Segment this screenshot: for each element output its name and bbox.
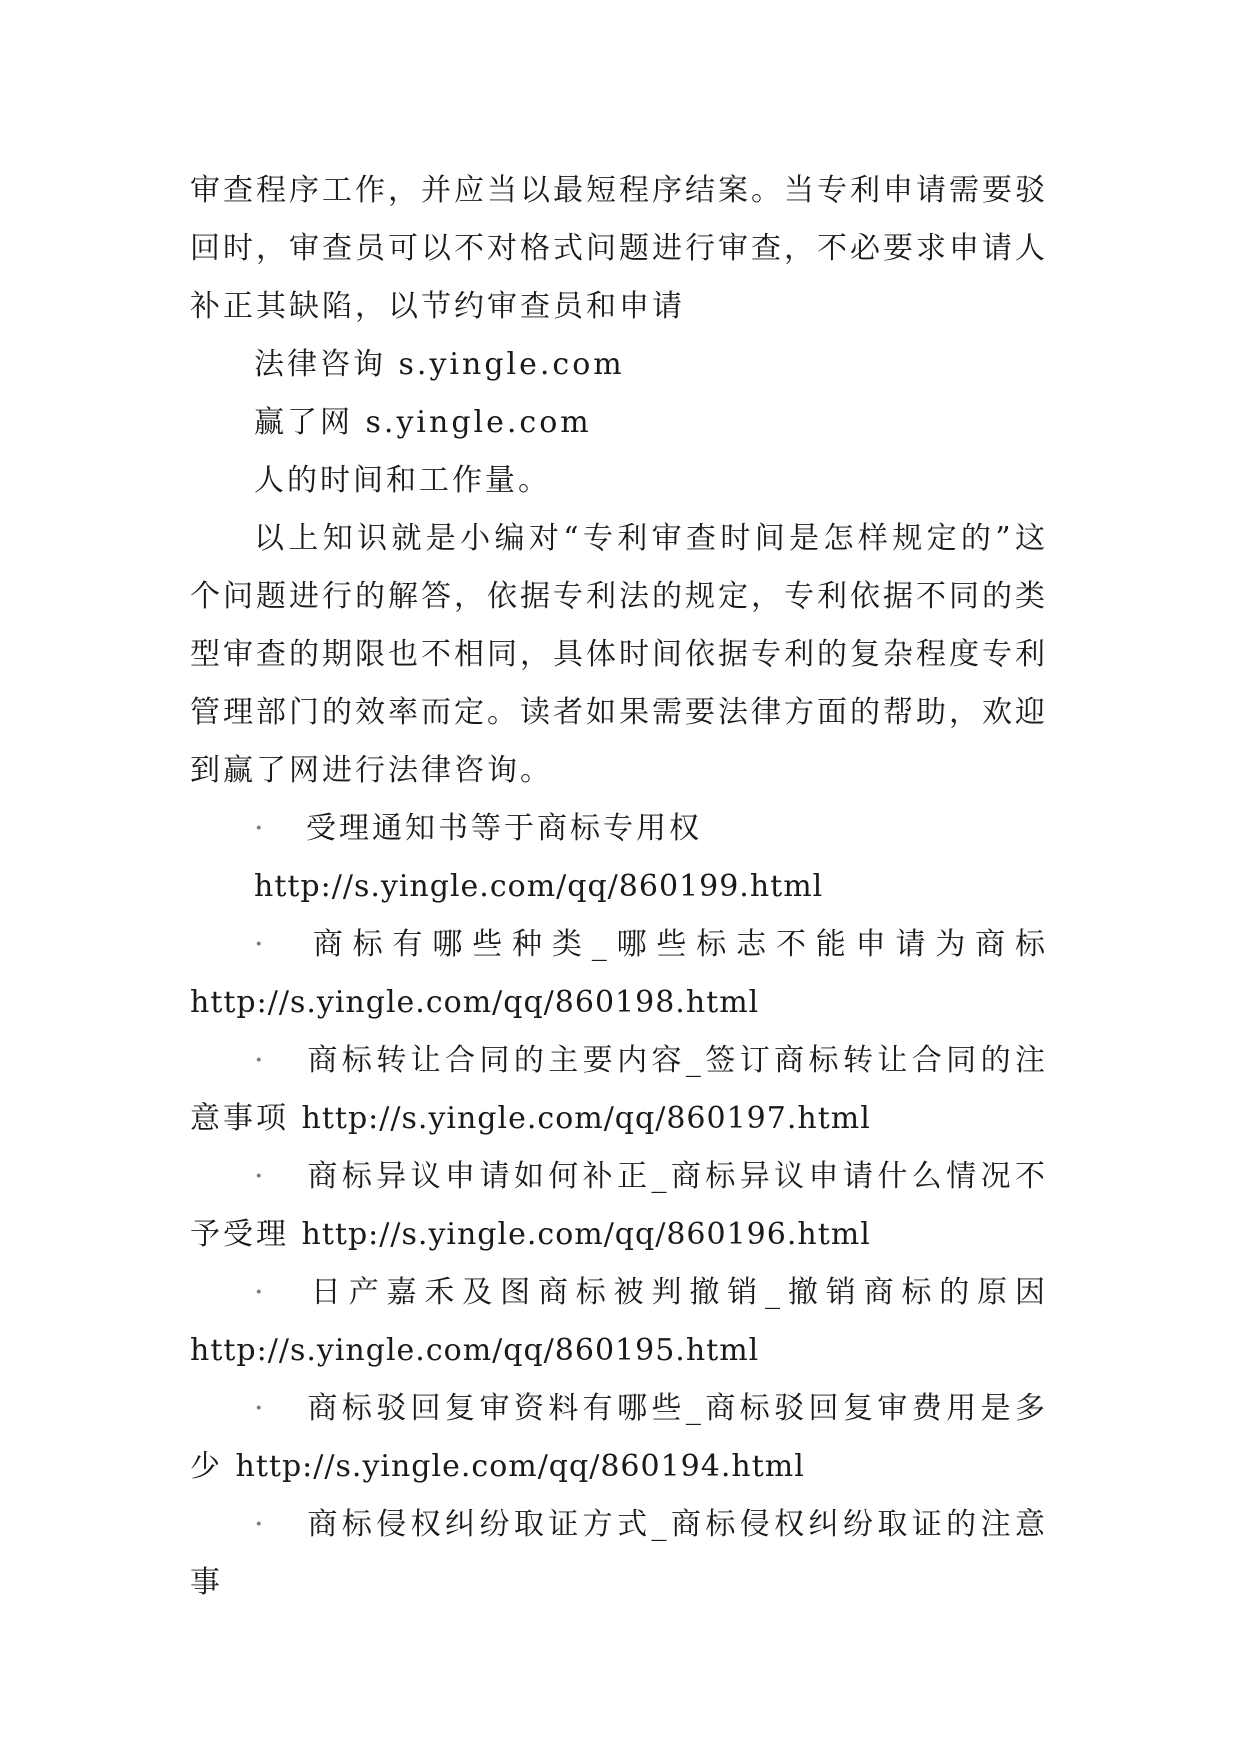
related-link-item[interactable] [190,916,1048,1032]
document-body [190,162,1048,1612]
related-link-title[interactable]: 商标转让合同的主要内容_签订商标转让合同的注意事项 [190,1043,1048,1136]
bullet-icon: · [254,811,267,846]
related-link-title[interactable]: 受理通知书等于商标专用权 [306,811,702,846]
related-link-url[interactable]: http://s.yingle.com/qq/860199.html [254,869,824,904]
related-link-title[interactable]: 商标有哪些种类_哪些标志不能申请为商标 [306,927,1048,962]
ad-link-legal-consult[interactable]: 法律咨询 s.yingle.com [254,347,625,382]
related-link-url[interactable]: http://s.yingle.com/qq/860196.html [301,1217,871,1252]
related-link-item[interactable] [190,1032,1048,1148]
related-link-title[interactable]: 日产嘉禾及图商标被判撤销_撤销商标的原因 [306,1275,1048,1310]
related-link-title[interactable]: 商标驳回复审资料有哪些_商标驳回复审费用是多少 [190,1391,1048,1484]
related-link-item[interactable] [190,1496,1048,1612]
related-link-item[interactable] [190,800,1048,858]
related-link-title[interactable]: 商标侵权纠纷取证方式_商标侵权纠纷取证的注意事 [190,1507,1048,1600]
bullet-icon: · [254,1159,267,1194]
related-link-item[interactable] [190,1148,1048,1264]
related-link-item[interactable] [190,1380,1048,1496]
bullet-icon: · [254,927,267,962]
related-link-url[interactable]: http://s.yingle.com/qq/860194.html [235,1449,805,1484]
paragraph-summary: 以上知识就是小编对“专利审查时间是怎样规定的”这个问题进行的解答，依据专利法的规定，专利依据不同的类型审查的期限也不相同，具体时间依据专利的复杂程度专利管理部门的效率而定。读者如果需要法律方面的帮助，欢迎到赢了网进行法律咨询。 [190,521,1048,788]
ad-link-yingle[interactable]: 赢了网 s.yingle.com [254,405,592,440]
bullet-icon: · [254,1275,267,1310]
related-link-url[interactable]: http://s.yingle.com/qq/860197.html [301,1101,871,1136]
paragraph-examination: 审查程序工作，并应当以最短程序结案。当专利申请需要驳回时，审查员可以不对格式问题进行审查，不必要求申请人补正其缺陷，以节约审查员和申请 [190,173,1048,324]
paragraph-continuation: 人的时间和工作量。 [254,463,551,498]
bullet-icon: · [254,1507,267,1542]
bullet-icon: · [254,1043,267,1078]
related-link-url[interactable]: http://s.yingle.com/qq/860198.html [190,985,760,1020]
bullet-icon: · [254,1391,267,1426]
related-link-item[interactable] [190,1264,1048,1380]
related-link-url-line [190,858,1048,916]
related-link-url[interactable]: http://s.yingle.com/qq/860195.html [190,1333,760,1368]
related-link-title[interactable]: 商标异议申请如何补正_商标异议申请什么情况不予受理 [190,1159,1048,1252]
